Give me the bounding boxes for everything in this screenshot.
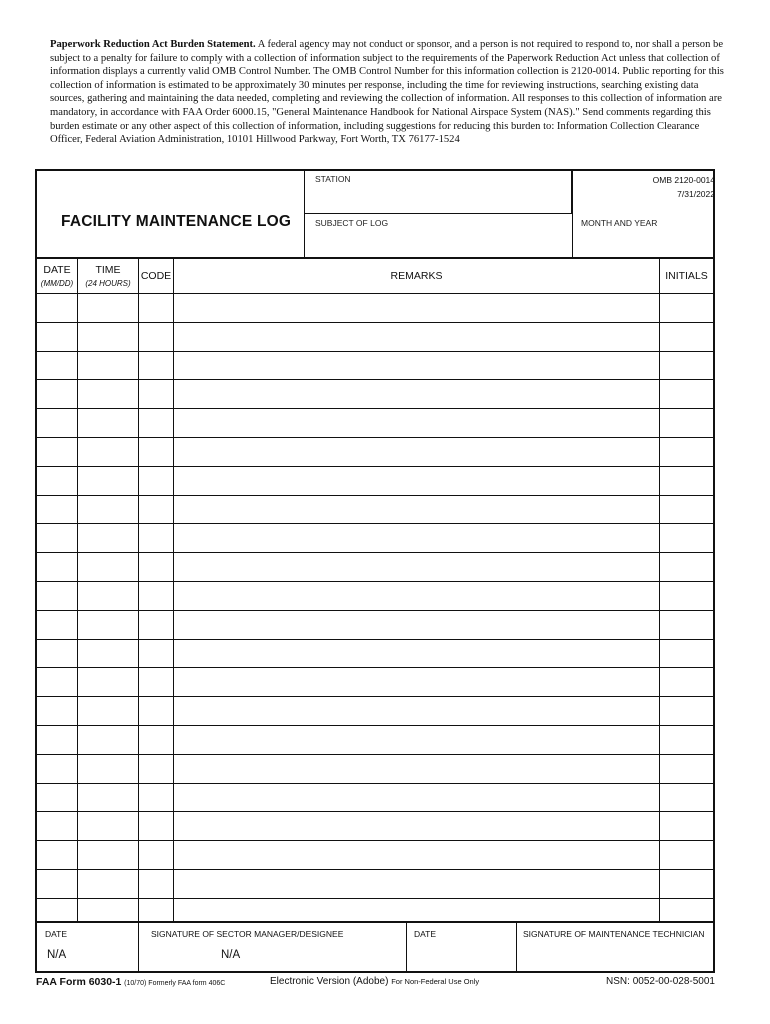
table-row-line (37, 552, 713, 553)
month-year-label: MONTH AND YEAR (581, 218, 658, 228)
table-row-line (37, 581, 713, 582)
maintenance-log-form (35, 169, 715, 973)
table-row-line (37, 725, 713, 726)
table-row-line (37, 495, 713, 496)
burden-heading: Paperwork Reduction Act Burden Statement. (50, 39, 256, 50)
table-row-line (37, 667, 713, 668)
table-row-line (37, 351, 713, 352)
table-row-line (37, 379, 713, 380)
sig-manager-label: SIGNATURE OF SECTOR MANAGER/DESIGNEE (151, 929, 344, 939)
omb-date: 7/31/2022 (677, 189, 715, 199)
col-header-initials: INITIALS (665, 270, 708, 282)
column-divider (138, 259, 139, 923)
col-header-time-sub: (24 HOURS) (85, 279, 131, 288)
form-identifier (36, 976, 225, 988)
footer-divider (138, 923, 139, 973)
col-header-code: CODE (140, 270, 172, 282)
table-row-line (37, 293, 713, 294)
col-header-time: TIME (95, 264, 121, 276)
table-row-line (37, 408, 713, 409)
column-divider (77, 259, 78, 923)
form-title: FACILITY MAINTENANCE LOG (61, 213, 292, 230)
table-row-line (37, 696, 713, 697)
electronic-version (270, 976, 479, 987)
table-row-line (37, 754, 713, 755)
table-row-line (37, 466, 713, 467)
signature-section (37, 921, 713, 973)
footer-date-value[interactable]: N/A (47, 949, 67, 961)
table-row-line (37, 811, 713, 812)
table-row-line (37, 523, 713, 524)
electronic-label: Electronic Version (Adobe) (270, 976, 389, 987)
col-header-remarks: REMARKS (390, 270, 443, 282)
table-row-line (37, 898, 713, 899)
nsn-number: NSN: 0052-00-028-5001 (606, 976, 715, 987)
footer-date2-label: DATE (414, 929, 437, 939)
table-row-line (37, 437, 713, 438)
electronic-note: For Non-Federal Use Only (391, 977, 480, 986)
title-cell (37, 171, 305, 257)
footer-divider (406, 923, 407, 973)
log-table (37, 257, 713, 921)
col-header-date-sub: (MM/DD) (40, 279, 74, 288)
table-row-line (37, 869, 713, 870)
burden-text: A federal agency may not conduct or sponsor, and a person is not required to respond to, nor shall a person be subject to a penalty for failure to comply with a collection of information subject to the requirements of the Paperwork Reduction Act unless that collection of information displays a currently valid OMB Control Number. The OMB Control Number for this information collection is 2120-0014. Public reporting for this collection of information is estimated to be approximately 30 minutes per response, including the time for reviewing instructions, searching existing data sources, gathering and maintaining the data needed, completing and reviewing the collection of information. All responses to this collection of information are mandatory, in accordance with FAA Order 6000.15, "General Maintenance Handbook for National Airspace System (NAS)." Send comments regarding this burden estimate or any other aspect of this collection of information, including suggestions for reducing this burden to: Information Collection Clearance Officer, Federal Aviation Administration, 10101 Hillwood Parkway, Fort Worth, TX 76177-1524 (50, 39, 724, 146)
burden-statement (50, 38, 732, 147)
sig-tech-label: SIGNATURE OF MAINTENANCE TECHNICIAN (523, 929, 705, 939)
sig-manager-value[interactable]: N/A (221, 949, 241, 961)
table-row-line (37, 783, 713, 784)
table-row-line (37, 639, 713, 640)
form-number: FAA Form 6030-1 (36, 976, 122, 988)
table-row-line (37, 322, 713, 323)
omb-info (573, 171, 715, 214)
station-field[interactable] (305, 171, 573, 214)
table-row-line (37, 610, 713, 611)
omb-number: OMB 2120-0014 (652, 175, 715, 185)
station-label: STATION (315, 174, 351, 184)
footer-divider (516, 923, 517, 973)
footer-date-label: DATE (45, 929, 68, 939)
column-divider (173, 259, 174, 923)
subject-field[interactable] (305, 214, 573, 257)
subject-label: SUBJECT OF LOG (315, 218, 389, 228)
form-edition: (10/70) Formerly FAA form 406C (124, 980, 226, 987)
table-row-line (37, 840, 713, 841)
month-year-field[interactable] (573, 214, 715, 257)
col-header-date: DATE (43, 264, 71, 276)
column-divider (659, 259, 660, 923)
